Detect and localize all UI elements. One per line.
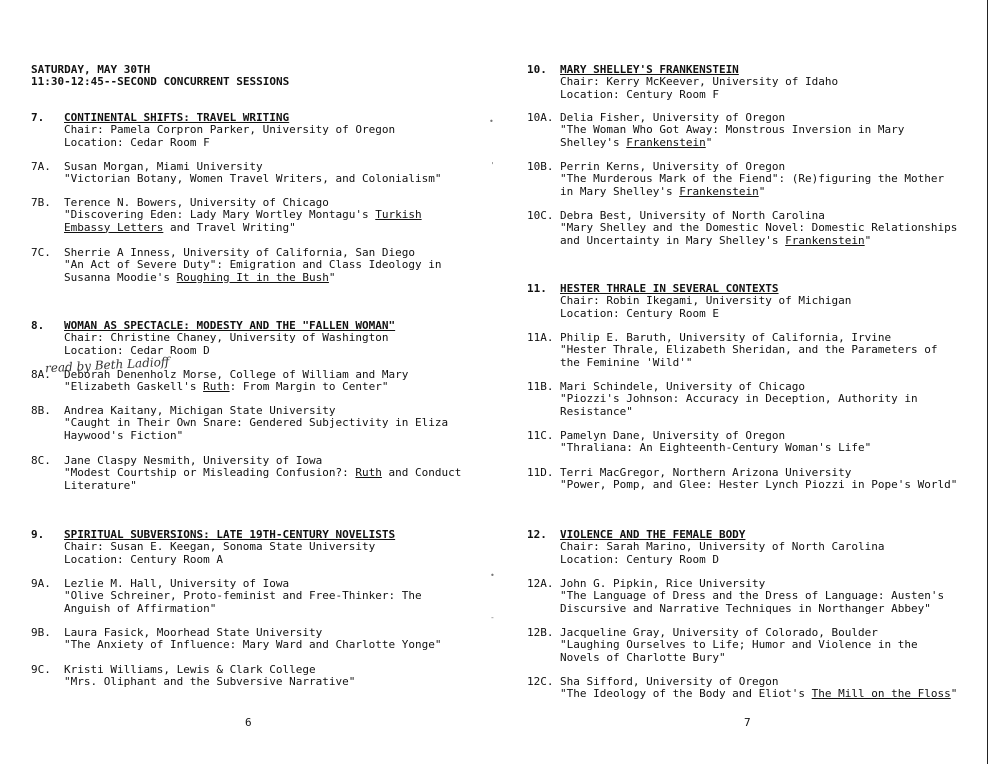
paper-author: Kristi Williams, Lewis & Clark College bbox=[64, 663, 316, 676]
paper-title-cont bbox=[560, 186, 977, 198]
session-title: SPIRITUAL SUBVERSIONS: LATE 19TH-CENTURY NOVELISTS bbox=[64, 528, 396, 541]
paper-number: 12A. bbox=[527, 577, 554, 590]
page-edge-divider bbox=[987, 0, 992, 764]
paper-title: "An Act of Severe Duty": Emigration and Class Ideology in bbox=[64, 258, 442, 272]
scan-mark: ' bbox=[490, 161, 495, 170]
session-location: Location: Century Room A bbox=[64, 552, 223, 566]
book-title: Roughing It in the Bush bbox=[176, 270, 329, 284]
paper-title: "Piozzi's Johnson: Accuracy in Deception, Authority in bbox=[560, 392, 918, 406]
title-text: " bbox=[864, 233, 872, 247]
title-text: " bbox=[758, 184, 766, 198]
title-text: " bbox=[950, 687, 958, 701]
session-title: WOMAN AS SPECTACLE: MODESTY AND THE "FALLEN WOMAN" bbox=[64, 319, 396, 332]
session-number: 9. bbox=[31, 528, 45, 541]
paper-title: "Caught in Their Own Snare: Gendered Subjectivity in Eliza bbox=[64, 416, 449, 430]
paper-title-cont: Novels of Charlotte Bury" bbox=[560, 650, 726, 664]
session-title: HESTER THRALE IN SEVERAL CONTEXTS bbox=[560, 282, 779, 295]
session-number: 7. bbox=[31, 111, 45, 124]
title-text: : From Margin to Center" bbox=[229, 380, 389, 394]
paper-number: 11D. bbox=[527, 466, 554, 479]
title-text: " bbox=[705, 135, 713, 149]
paper-title: "Olive Schreiner, Proto-feminist and Free-Thinker: The bbox=[64, 589, 422, 603]
paper-number: 7C. bbox=[31, 246, 51, 259]
paper-title: "Thraliana: An Eighteenth-Century Woman's Life" bbox=[560, 441, 872, 455]
paper-author: Jane Claspy Nesmith, University of Iowa bbox=[64, 454, 323, 467]
paper-number: 9A. bbox=[31, 577, 51, 590]
title-text: "Elizabeth Gaskell's bbox=[64, 380, 204, 394]
session-number: 10. bbox=[527, 63, 547, 76]
paper-author: Susan Morgan, Miami University bbox=[64, 160, 263, 173]
title-text: Shelley's bbox=[560, 135, 627, 149]
session-title: MARY SHELLEY'S FRANKENSTEIN bbox=[560, 63, 739, 76]
paper-author: Mari Schindele, University of Chicago bbox=[560, 380, 806, 393]
paper-number: 7B. bbox=[31, 196, 51, 209]
paper-title: "The Woman Who Got Away: Monstrous Inversion in Mary bbox=[560, 123, 905, 137]
book-title: Turkish bbox=[375, 208, 422, 222]
title-text: "Modest Courtship or Misleading Confusion?: bbox=[64, 466, 356, 480]
paper-title bbox=[64, 467, 481, 479]
header-day: SATURDAY, MAY 30TH bbox=[31, 63, 151, 76]
paper-title-cont bbox=[560, 137, 977, 149]
schedule-header bbox=[31, 64, 481, 89]
paper-title-cont bbox=[64, 272, 481, 284]
paper-author: Philip E. Baruth, University of California, Irvine bbox=[560, 331, 892, 344]
paper-number: 10B. bbox=[527, 160, 554, 173]
paper-title-cont: Resistance" bbox=[560, 404, 633, 418]
paper-title: "Victorian Botany, Women Travel Writers, and Colonialism" bbox=[64, 172, 442, 186]
session-location: Location: Cedar Room F bbox=[64, 135, 210, 149]
paper-title: "Power, Pomp, and Glee: Hester Lynch Piozzi in Pope's World" bbox=[560, 478, 958, 492]
paper-number: 8A. bbox=[31, 368, 51, 381]
title-text: in Mary Shelley's bbox=[560, 184, 680, 198]
paper-title: "Mary Shelley and the Domestic Novel: Domestic Relationships bbox=[560, 221, 958, 235]
paper-author: Terence N. Bowers, University of Chicago bbox=[64, 196, 329, 209]
paper-author: Sherrie A Inness, University of California, San Diego bbox=[64, 246, 415, 259]
paper-number: 11B. bbox=[527, 380, 554, 393]
session-number: 11. bbox=[527, 282, 547, 295]
paper-title-cont: Discursive and Narrative Techniques in Northanger Abbey" bbox=[560, 601, 931, 615]
book-title: Frankenstein bbox=[785, 233, 865, 247]
paper-number: 10C. bbox=[527, 209, 554, 222]
paper-title: "The Murderous Mark of the Fiend": (Re)figuring the Mother bbox=[560, 172, 945, 186]
paper-title-cont: Anguish of Affirmation" bbox=[64, 601, 217, 615]
scan-mark: • bbox=[490, 571, 495, 580]
title-text: "The Ideology of the Body and Eliot's bbox=[560, 687, 812, 701]
paper-title bbox=[64, 381, 481, 393]
paper-number: 8C. bbox=[31, 454, 51, 467]
paper-number: 11A. bbox=[527, 331, 554, 344]
paper-number: 10A. bbox=[527, 111, 554, 124]
paper-author: Perrin Kerns, University of Oregon bbox=[560, 160, 786, 173]
paper-author: Jacqueline Gray, University of Colorado, Boulder bbox=[560, 626, 878, 639]
header-time: 11:30-12:45--SECOND CONCURRENT SESSIONS bbox=[31, 75, 290, 89]
title-text: and Uncertainty in Mary Shelley's bbox=[560, 233, 786, 247]
paper-author: John G. Pipkin, Rice University bbox=[560, 577, 766, 590]
title-text: " bbox=[328, 270, 336, 284]
paper-number: 9B. bbox=[31, 626, 51, 639]
paper-number: 12B. bbox=[527, 626, 554, 639]
paper-number: 9C. bbox=[31, 663, 51, 676]
session-title: VIOLENCE AND THE FEMALE BODY bbox=[560, 528, 746, 541]
session-number: 12. bbox=[527, 528, 547, 541]
page-number: 7 bbox=[744, 716, 751, 729]
book-title: Embassy Letters bbox=[64, 220, 164, 234]
paper-title: "The Anxiety of Influence: Mary Ward and Charlotte Yonge" bbox=[64, 638, 442, 652]
session-location: Location: Century Room F bbox=[560, 87, 719, 101]
book-title: Frankenstein bbox=[626, 135, 706, 149]
paper-author: Sha Sifford, University of Oregon bbox=[560, 675, 779, 688]
paper-title: "Hester Thrale, Elizabeth Sheridan, and the Parameters of bbox=[560, 343, 938, 357]
session-location: Location: Century Room D bbox=[560, 552, 719, 566]
paper-author: Delia Fisher, University of Oregon bbox=[560, 111, 786, 124]
paper-number: 11C. bbox=[527, 429, 554, 442]
paper-title bbox=[560, 688, 977, 700]
left-page bbox=[31, 0, 481, 764]
paper-author: Lezlie M. Hall, University of Iowa bbox=[64, 577, 290, 590]
book-title: Ruth bbox=[355, 466, 382, 480]
paper-number: 8B. bbox=[31, 404, 51, 417]
session-number: 8. bbox=[31, 319, 45, 332]
title-text: Susanna Moodie's bbox=[64, 270, 177, 284]
paper-title-cont: the Feminine 'Wild'" bbox=[560, 355, 693, 369]
page-number: 6 bbox=[245, 716, 252, 729]
paper-title-cont bbox=[560, 235, 977, 247]
scan-mark: - bbox=[490, 613, 495, 622]
book-title: Frankenstein bbox=[679, 184, 759, 198]
session-chair: Chair: Robin Ikegami, University of Michigan bbox=[560, 294, 852, 308]
book-title: Ruth bbox=[203, 380, 230, 394]
session-location: Location: Cedar Room D bbox=[64, 343, 210, 357]
session-chair: Chair: Christine Chaney, University of Washington bbox=[64, 331, 389, 345]
paper-title-cont: Literature" bbox=[64, 478, 137, 492]
title-text: and Conduct bbox=[381, 466, 462, 480]
session-chair: Chair: Sarah Marino, University of North Carolina bbox=[560, 540, 885, 554]
paper-author: Andrea Kaitany, Michigan State University bbox=[64, 404, 336, 417]
session-chair: Chair: Kerry McKeever, University of Idaho bbox=[560, 75, 839, 89]
book-title: The Mill on the Floss bbox=[811, 687, 951, 701]
paper-number: 12C. bbox=[527, 675, 554, 688]
paper-author: Laura Fasick, Moorhead State University bbox=[64, 626, 323, 639]
paper-author: Debra Best, University of North Carolina bbox=[560, 209, 825, 222]
paper-number: 7A. bbox=[31, 160, 51, 173]
session-location: Location: Century Room E bbox=[560, 306, 719, 320]
paper-author: Pamelyn Dane, University of Oregon bbox=[560, 429, 786, 442]
right-page bbox=[527, 0, 977, 764]
paper-author: Terri MacGregor, Northern Arizona University bbox=[560, 466, 852, 479]
paper-title-cont bbox=[64, 222, 481, 234]
title-text: and Travel Writing" bbox=[163, 220, 296, 234]
title-text: "Discovering Eden: Lady Mary Wortley Montagu's bbox=[64, 208, 376, 222]
paper-author: Deborah Denenholz Morse, College of William and Mary bbox=[64, 368, 409, 381]
session-title: CONTINENTAL SHIFTS: TRAVEL WRITING bbox=[64, 111, 290, 124]
paper-title-cont: Haywood's Fiction" bbox=[64, 428, 184, 442]
scan-mark: • bbox=[489, 117, 494, 126]
paper-title: "Laughing Ourselves to Life; Humor and Violence in the bbox=[560, 638, 918, 652]
session-chair: Chair: Susan E. Keegan, Sonoma State University bbox=[64, 540, 376, 554]
handwritten-note: read by Beth Ladioff bbox=[44, 354, 170, 376]
paper-title: "Mrs. Oliphant and the Subversive Narrative" bbox=[64, 675, 356, 689]
session-chair: Chair: Pamela Corpron Parker, University of Oregon bbox=[64, 123, 396, 137]
paper-title: "The Language of Dress and the Dress of Language: Austen's bbox=[560, 589, 945, 603]
